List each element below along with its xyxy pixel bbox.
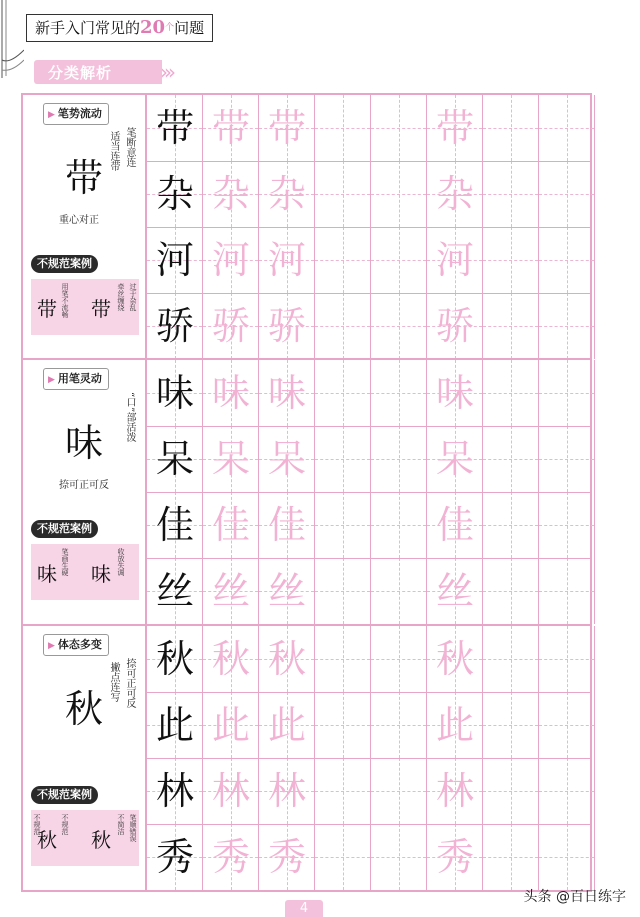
bad-note: 笔画生硬 <box>61 548 69 576</box>
grid-cell[interactable] <box>371 626 427 692</box>
practice-row <box>147 692 590 758</box>
trace-char: 杂 <box>211 172 250 216</box>
grid-cell[interactable] <box>315 227 371 293</box>
grid-cell[interactable] <box>371 293 427 359</box>
trace-char: 呆 <box>435 437 474 481</box>
grid-cell[interactable] <box>371 558 427 624</box>
model-char: 味 <box>155 371 194 415</box>
grid-cell[interactable] <box>483 227 539 293</box>
trace-char: 骄 <box>267 304 306 348</box>
grid-cell[interactable] <box>483 161 539 227</box>
model-char: 佳 <box>155 503 194 547</box>
grid-cell[interactable] <box>371 227 427 293</box>
practice-grid <box>147 360 590 624</box>
model-char: 呆 <box>155 437 194 481</box>
bad-char: 带 <box>37 297 57 321</box>
note-top: 捺可正可反 <box>124 658 135 708</box>
practice-row <box>147 426 590 492</box>
play-icon: ▶ <box>48 110 55 120</box>
trace-char: 此 <box>435 703 474 747</box>
trace-char: 佳 <box>211 503 250 547</box>
page-number-tab <box>285 900 323 917</box>
grid-cell[interactable] <box>539 692 595 758</box>
grid-cell[interactable] <box>483 626 539 692</box>
grid-cell[interactable] <box>483 492 539 558</box>
trace-char: 骄 <box>435 304 474 348</box>
bad-char: 味 <box>91 562 111 586</box>
grid-cell[interactable] <box>483 692 539 758</box>
grid-cell[interactable] <box>371 426 427 492</box>
trace-char: 丝 <box>435 569 474 613</box>
trace-char: 秋 <box>267 637 306 681</box>
bad-note: 收放失调 <box>117 548 125 576</box>
grid-cell[interactable] <box>315 758 371 824</box>
grid-cell[interactable] <box>483 426 539 492</box>
note-bottom: 捺可正可反 <box>59 480 109 491</box>
row-divider <box>147 692 590 693</box>
bad-example-label: 不规范案例 <box>31 255 98 273</box>
trace-char: 林 <box>211 769 250 813</box>
model-char: 秀 <box>155 835 194 879</box>
practice-panel <box>21 358 592 626</box>
grid-cell[interactable] <box>483 95 539 161</box>
trace-char: 杂 <box>435 172 474 216</box>
grid-cell[interactable] <box>315 492 371 558</box>
play-icon: ▶ <box>48 375 55 385</box>
page-number: 4 <box>299 901 309 916</box>
demo-char: 带 <box>65 156 104 200</box>
bad-note: 牵丝缠绕 <box>117 283 125 311</box>
bad-example-box <box>31 279 139 335</box>
demo-illustration <box>23 390 147 510</box>
trace-char: 秀 <box>267 835 306 879</box>
practice-row <box>147 227 590 293</box>
section-tab <box>34 60 162 84</box>
practice-row <box>147 360 590 426</box>
trace-char: 佳 <box>267 503 306 547</box>
trace-char: 秋 <box>435 637 474 681</box>
grid-cell[interactable] <box>539 758 595 824</box>
bad-note: 不规范 <box>33 814 41 835</box>
grid-cell[interactable] <box>483 558 539 624</box>
trace-char: 河 <box>211 238 250 282</box>
topic-label <box>43 634 109 656</box>
bad-note: 用笔不流畅 <box>61 283 69 318</box>
bad-example-box <box>31 544 139 600</box>
practice-row <box>147 95 590 161</box>
row-divider <box>147 161 590 162</box>
grid-cell[interactable] <box>315 161 371 227</box>
grid-cell[interactable] <box>483 824 539 890</box>
play-icon: ▶ <box>48 641 55 651</box>
note-bottom: 重心对正 <box>59 215 99 226</box>
grid-cell[interactable] <box>539 95 595 161</box>
topic-label-text: 体态多变 <box>57 638 102 651</box>
trace-char: 佳 <box>435 503 474 547</box>
grid-cell[interactable] <box>539 824 595 890</box>
grid-cell[interactable] <box>539 626 595 692</box>
model-char: 林 <box>155 769 194 813</box>
practice-grid <box>147 626 590 890</box>
practice-row <box>147 161 590 227</box>
chevron-right-icon: ››› <box>160 60 172 84</box>
demo-illustration <box>23 125 147 245</box>
model-char: 骄 <box>155 304 194 348</box>
grid-cell[interactable] <box>371 95 427 161</box>
page-title: 新手入门常见的$20^个$问题 <box>26 14 213 42</box>
trace-char: 味 <box>435 371 474 415</box>
row-divider <box>147 293 590 294</box>
trace-char: 呆 <box>267 437 306 481</box>
grid-cell[interactable] <box>483 360 539 426</box>
model-char: 带 <box>155 106 194 150</box>
bad-example-box <box>31 810 139 866</box>
trace-char: 味 <box>267 371 306 415</box>
grid-cell[interactable] <box>371 692 427 758</box>
grid-cell[interactable] <box>539 293 595 359</box>
trace-char: 河 <box>435 238 474 282</box>
grid-cell[interactable] <box>539 426 595 492</box>
grid-cell[interactable] <box>539 227 595 293</box>
trace-char: 骄 <box>211 304 250 348</box>
row-divider <box>147 758 590 759</box>
bad-char: 秋 <box>91 828 111 852</box>
demo-char: 味 <box>65 421 104 465</box>
bad-char: 味 <box>37 562 57 586</box>
grid-cell[interactable] <box>539 360 595 426</box>
topic-label-text: 用笔灵动 <box>57 372 102 385</box>
grid-cell[interactable] <box>371 492 427 558</box>
book-corner-icon <box>0 0 24 80</box>
topic-label <box>43 368 109 390</box>
note-side: 撇点连写 <box>108 662 119 702</box>
grid-cell[interactable] <box>315 426 371 492</box>
practice-row <box>147 492 590 558</box>
trace-char: 味 <box>211 371 250 415</box>
practice-row <box>147 758 590 824</box>
trace-char: 秀 <box>435 835 474 879</box>
grid-cell[interactable] <box>539 161 595 227</box>
trace-char: 秋 <box>211 637 250 681</box>
trace-char: 林 <box>435 769 474 813</box>
trace-char: 杂 <box>267 172 306 216</box>
model-char: 秋 <box>155 637 194 681</box>
grid-cell[interactable] <box>315 824 371 890</box>
grid-cell[interactable] <box>539 492 595 558</box>
bad-note: 不规范 <box>61 814 69 835</box>
bad-example-label: 不规范案例 <box>31 520 98 538</box>
grid-cell[interactable] <box>371 360 427 426</box>
practice-panel <box>21 93 592 361</box>
row-divider <box>147 824 590 825</box>
bad-note: 不简洁 <box>117 814 125 835</box>
watermark: 头条 @百日练字 <box>523 889 626 905</box>
trace-char: 呆 <box>211 437 250 481</box>
bad-char: 带 <box>91 297 111 321</box>
grid-cell[interactable] <box>483 293 539 359</box>
practice-grid <box>147 95 590 359</box>
note-top: 笔断意连 <box>124 127 135 167</box>
trace-char: 秀 <box>211 835 250 879</box>
demo-illustration <box>23 656 147 776</box>
practice-panel <box>21 624 592 892</box>
trace-char: 丝 <box>211 569 250 613</box>
topic-label-text: 笔势流动 <box>57 107 102 120</box>
practice-row <box>147 293 590 359</box>
practice-row <box>147 558 590 624</box>
grid-cell[interactable] <box>315 95 371 161</box>
trace-char: 带 <box>435 106 474 150</box>
grid-cell[interactable] <box>371 161 427 227</box>
grid-cell[interactable] <box>483 758 539 824</box>
trace-char: 河 <box>267 238 306 282</box>
note-side: 适当连带 <box>108 131 119 171</box>
grid-cell[interactable] <box>315 293 371 359</box>
practice-row <box>147 824 590 890</box>
model-char: 杂 <box>155 172 194 216</box>
bad-char: 秋 <box>37 828 57 852</box>
grid-cell[interactable] <box>539 558 595 624</box>
row-divider <box>147 492 590 493</box>
grid-cell[interactable] <box>315 360 371 426</box>
model-char: 丝 <box>155 569 194 613</box>
explanation-column <box>23 626 147 890</box>
grid-cell[interactable] <box>371 824 427 890</box>
trace-char: 带 <box>267 106 306 150</box>
note-top: “口”部活泼 <box>124 392 135 443</box>
grid-cell[interactable] <box>315 626 371 692</box>
bad-note: 过于杂乱 <box>129 283 137 311</box>
row-divider <box>147 227 590 228</box>
trace-char: 此 <box>267 703 306 747</box>
model-char: 此 <box>155 703 194 747</box>
trace-char: 林 <box>267 769 306 813</box>
model-char: 河 <box>155 238 194 282</box>
grid-cell[interactable] <box>315 692 371 758</box>
explanation-column <box>23 95 147 359</box>
row-divider <box>147 558 590 559</box>
demo-char: 秋 <box>65 687 104 731</box>
topic-label <box>43 103 109 125</box>
trace-char: 此 <box>211 703 250 747</box>
page-header <box>0 0 640 50</box>
trace-char: 带 <box>211 106 250 150</box>
bad-example-label: 不规范案例 <box>31 786 98 804</box>
grid-cell[interactable] <box>371 758 427 824</box>
trace-char: 丝 <box>267 569 306 613</box>
section-label: 分类解析 <box>48 64 113 82</box>
grid-cell[interactable] <box>315 558 371 624</box>
practice-row <box>147 626 590 692</box>
row-divider <box>147 426 590 427</box>
explanation-column <box>23 360 147 624</box>
bad-note: 笔顺错误 <box>129 814 137 842</box>
